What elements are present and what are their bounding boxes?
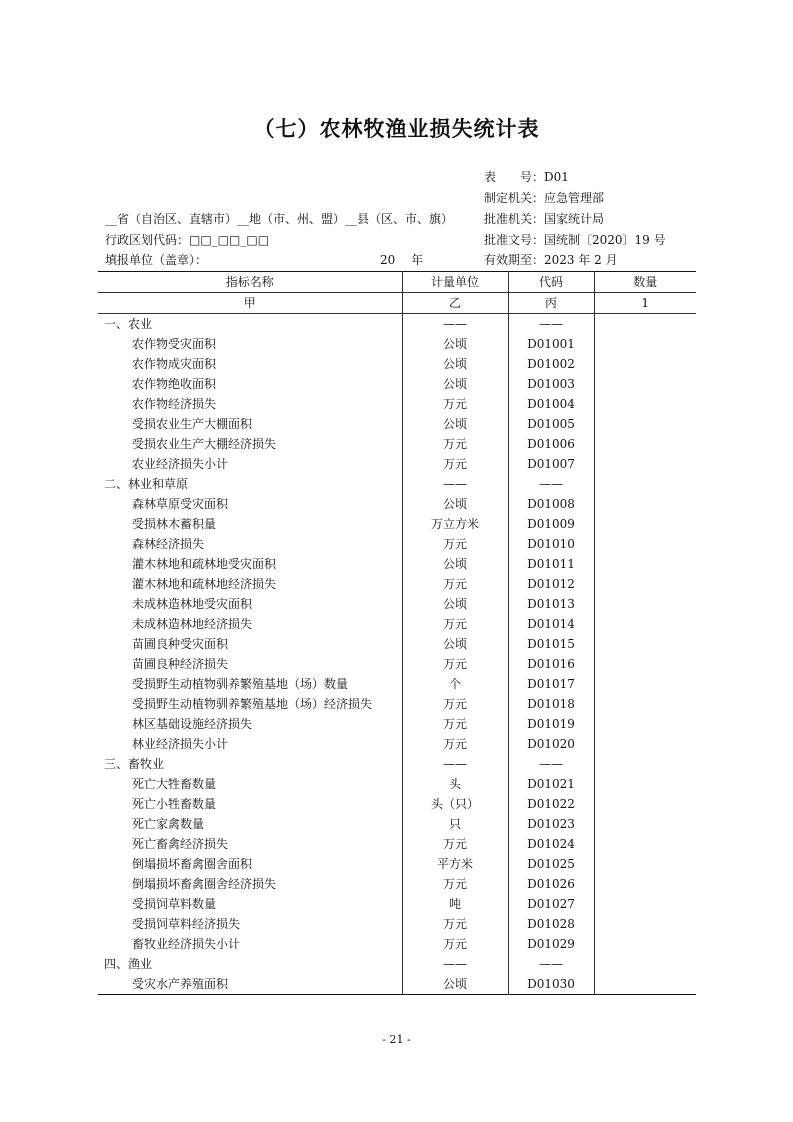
subheader-row: [98, 293, 696, 314]
quantity-cell: [594, 334, 696, 354]
unit-cell: 公顷: [402, 594, 508, 614]
quantity-cell: [594, 514, 696, 534]
table-row: [98, 374, 696, 394]
table-row: [98, 634, 696, 654]
table-row: [98, 894, 696, 914]
subheader-quantity: 1: [594, 293, 696, 314]
header-indicator-name: 指标名称: [98, 272, 402, 293]
code-cell: ——: [508, 954, 594, 974]
unit-cell: 万元: [402, 874, 508, 894]
unit-cell: 吨: [402, 894, 508, 914]
quantity-cell: [594, 774, 696, 794]
code-cell: D01020: [508, 734, 594, 754]
indicator-name-cell: 森林经济损失: [98, 534, 402, 554]
quantity-cell: [594, 394, 696, 414]
indicator-name-cell: 苗圃良种受灾面积: [98, 634, 402, 654]
unit-cell: 只: [402, 814, 508, 834]
table-row: [98, 854, 696, 874]
header-code: 代码: [508, 272, 594, 293]
table-row: [98, 874, 696, 894]
code-cell: D01023: [508, 814, 594, 834]
code-cell: D01008: [508, 494, 594, 514]
indicator-name-cell: 受损饲草料数量: [98, 894, 402, 914]
unit-cell: 公顷: [402, 414, 508, 434]
quantity-cell: [594, 614, 696, 634]
quantity-cell: [594, 574, 696, 594]
unit-cell: 万元: [402, 454, 508, 474]
indicator-name-cell: 倒塌损坏畜禽圈舍经济损失: [98, 874, 402, 894]
quantity-cell: [594, 374, 696, 394]
indicator-name-cell: 林业经济损失小计: [98, 734, 402, 754]
unit-cell: 平方米: [402, 854, 508, 874]
quantity-cell: [594, 474, 696, 494]
unit-cell: 万元: [402, 654, 508, 674]
table-row: [98, 794, 696, 814]
code-cell: D01029: [508, 934, 594, 954]
indicator-name-cell: 受灾水产养殖面积: [98, 974, 402, 995]
valid-until: 有效期至：2023 年 2 月: [484, 253, 618, 267]
quantity-cell: [594, 554, 696, 574]
table-row: [98, 774, 696, 794]
quantity-cell: [594, 414, 696, 434]
unit-cell: 头（只）: [402, 794, 508, 814]
indicator-name-cell: 灌木林地和疏林地受灾面积: [98, 554, 402, 574]
code-cell: ——: [508, 474, 594, 494]
quantity-cell: [594, 674, 696, 694]
quantity-cell: [594, 794, 696, 814]
quantity-cell: [594, 494, 696, 514]
table-body: [98, 314, 696, 995]
indicator-name-cell: 受损林木蓄积量: [98, 514, 402, 534]
unit-cell: ——: [402, 474, 508, 494]
unit-cell: 头: [402, 774, 508, 794]
code-cell: ——: [508, 314, 594, 335]
code-cell: D01017: [508, 674, 594, 694]
table-row: [98, 934, 696, 954]
header-unit: 计量单位: [402, 272, 508, 293]
quantity-cell: [594, 814, 696, 834]
code-cell: D01027: [508, 894, 594, 914]
approval-number: 批准文号：国统制〔2020〕19 号: [484, 233, 666, 247]
unit-cell: 万元: [402, 694, 508, 714]
unit-cell: 个: [402, 674, 508, 694]
unit-cell: 万元: [402, 574, 508, 594]
indicator-name-cell: 农作物经济损失: [98, 394, 402, 414]
code-cell: D01015: [508, 634, 594, 654]
quantity-cell: [594, 834, 696, 854]
code-cell: D01003: [508, 374, 594, 394]
code-cell: D01002: [508, 354, 594, 374]
table-row: [98, 654, 696, 674]
code-cell: D01012: [508, 574, 594, 594]
subheader-indicator-name: 甲: [98, 293, 402, 314]
table-row: [98, 694, 696, 714]
indicator-name-cell: 受损野生动植物驯养繁殖基地（场）数量: [98, 674, 402, 694]
table-row: [98, 334, 696, 354]
quantity-cell: [594, 914, 696, 934]
table-row: [98, 434, 696, 454]
indicator-name-cell: 未成林造林地经济损失: [98, 614, 402, 634]
indicator-name-cell: 四、渔业: [98, 954, 402, 974]
code-cell: D01030: [508, 974, 594, 995]
code-cell: D01016: [508, 654, 594, 674]
code-cell: D01022: [508, 794, 594, 814]
code-cell: D01005: [508, 414, 594, 434]
table-section-row: [98, 754, 696, 774]
indicator-name-cell: 苗圃良种经济损失: [98, 654, 402, 674]
indicator-name-cell: 农作物受灾面积: [98, 334, 402, 354]
unit-cell: 万元: [402, 394, 508, 414]
unit-cell: 公顷: [402, 334, 508, 354]
table-row: [98, 734, 696, 754]
quantity-cell: [594, 734, 696, 754]
indicator-name-cell: 森林草原受灾面积: [98, 494, 402, 514]
table-row: [98, 534, 696, 554]
indicator-name-cell: 受损野生动植物驯养繁殖基地（场）经济损失: [98, 694, 402, 714]
loss-statistics-table: [98, 271, 696, 995]
code-cell: D01009: [508, 514, 594, 534]
report-year: 20 年: [380, 253, 424, 267]
table-section-row: [98, 474, 696, 494]
approving-authority: 批准机关：国家统计局: [484, 212, 605, 226]
indicator-name-cell: 二、林业和草原: [98, 474, 402, 494]
header-row: [98, 272, 696, 293]
indicator-name-cell: 灌木林地和疏林地经济损失: [98, 574, 402, 594]
admin-code-line: 行政区划代码：□□_□□_□□: [105, 233, 270, 247]
code-cell: D01004: [508, 394, 594, 414]
unit-cell: 万元: [402, 914, 508, 934]
unit-cell: 万元: [402, 534, 508, 554]
unit-cell: ——: [402, 314, 508, 335]
quantity-cell: [594, 874, 696, 894]
code-cell: D01028: [508, 914, 594, 934]
table-row: [98, 514, 696, 534]
code-cell: D01010: [508, 534, 594, 554]
table-row: [98, 594, 696, 614]
table-row: [98, 834, 696, 854]
unit-cell: 公顷: [402, 354, 508, 374]
quantity-cell: [594, 534, 696, 554]
unit-cell: 万元: [402, 834, 508, 854]
table-section-row: [98, 314, 696, 335]
quantity-cell: [594, 594, 696, 614]
code-cell: D01025: [508, 854, 594, 874]
code-cell: D01024: [508, 834, 594, 854]
unit-cell: 公顷: [402, 974, 508, 995]
quantity-cell: [594, 974, 696, 995]
unit-cell: 万元: [402, 734, 508, 754]
code-cell: D01006: [508, 434, 594, 454]
code-cell: D01007: [508, 454, 594, 474]
indicator-name-cell: 受损农业生产大棚面积: [98, 414, 402, 434]
quantity-cell: [594, 954, 696, 974]
form-number: 表 号：D01: [484, 170, 569, 184]
indicator-name-cell: 受损农业生产大棚经济损失: [98, 434, 402, 454]
code-cell: D01013: [508, 594, 594, 614]
unit-cell: 公顷: [402, 374, 508, 394]
quantity-cell: [594, 654, 696, 674]
quantity-cell: [594, 854, 696, 874]
indicator-name-cell: 农作物绝收面积: [98, 374, 402, 394]
indicator-name-cell: 三、畜牧业: [98, 754, 402, 774]
code-cell: D01001: [508, 334, 594, 354]
quantity-cell: [594, 354, 696, 374]
code-cell: D01011: [508, 554, 594, 574]
issuing-authority: 制定机关：应急管理部: [484, 191, 605, 205]
quantity-cell: [594, 634, 696, 654]
subheader-unit: 乙: [402, 293, 508, 314]
quantity-cell: [594, 454, 696, 474]
table-row: [98, 614, 696, 634]
reporter-line: 填报单位（盖章）：: [105, 253, 208, 267]
unit-cell: ——: [402, 954, 508, 974]
table-row: [98, 914, 696, 934]
indicator-name-cell: 死亡小牲畜数量: [98, 794, 402, 814]
unit-cell: 公顷: [402, 554, 508, 574]
code-cell: D01026: [508, 874, 594, 894]
table-row: [98, 414, 696, 434]
table-row: [98, 554, 696, 574]
table-row: [98, 394, 696, 414]
table-row: [98, 974, 696, 995]
document-title: （七）农林牧渔业损失统计表: [253, 117, 540, 141]
indicator-name-cell: 农业经济损失小计: [98, 454, 402, 474]
quantity-cell: [594, 714, 696, 734]
table-row: [98, 354, 696, 374]
quantity-cell: [594, 934, 696, 954]
unit-cell: 万元: [402, 614, 508, 634]
indicator-name-cell: 一、农业: [98, 314, 402, 335]
table-row: [98, 494, 696, 514]
code-cell: D01019: [508, 714, 594, 734]
table-row: [98, 574, 696, 594]
unit-cell: 万元: [402, 434, 508, 454]
indicator-name-cell: 林区基础设施经济损失: [98, 714, 402, 734]
subheader-code: 丙: [508, 293, 594, 314]
indicator-name-cell: 农作物成灾面积: [98, 354, 402, 374]
header-quantity: 数量: [594, 272, 696, 293]
quantity-cell: [594, 754, 696, 774]
table-row: [98, 714, 696, 734]
table-row: [98, 454, 696, 474]
indicator-name-cell: 畜牧业经济损失小计: [98, 934, 402, 954]
code-cell: ——: [508, 754, 594, 774]
indicator-name-cell: 受损饲草料经济损失: [98, 914, 402, 934]
table-row: [98, 814, 696, 834]
page-number: - 21 -: [382, 1033, 411, 1046]
unit-cell: 公顷: [402, 634, 508, 654]
unit-cell: 万元: [402, 934, 508, 954]
indicator-name-cell: 死亡畜禽经济损失: [98, 834, 402, 854]
table-section-row: [98, 954, 696, 974]
unit-cell: ——: [402, 754, 508, 774]
indicator-name-cell: 倒塌损坏畜禽圈舍面积: [98, 854, 402, 874]
region-line: __省（自治区、直辖市）__地（市、州、盟）__县（区、市、旗）: [105, 212, 454, 226]
quantity-cell: [594, 694, 696, 714]
table-row: [98, 674, 696, 694]
unit-cell: 公顷: [402, 494, 508, 514]
quantity-cell: [594, 434, 696, 454]
indicator-name-cell: 死亡家禽数量: [98, 814, 402, 834]
code-cell: D01014: [508, 614, 594, 634]
quantity-cell: [594, 314, 696, 335]
indicator-name-cell: 死亡大牲畜数量: [98, 774, 402, 794]
unit-cell: 万元: [402, 714, 508, 734]
unit-cell: 万立方米: [402, 514, 508, 534]
code-cell: D01018: [508, 694, 594, 714]
quantity-cell: [594, 894, 696, 914]
indicator-name-cell: 未成林造林地受灾面积: [98, 594, 402, 614]
code-cell: D01021: [508, 774, 594, 794]
